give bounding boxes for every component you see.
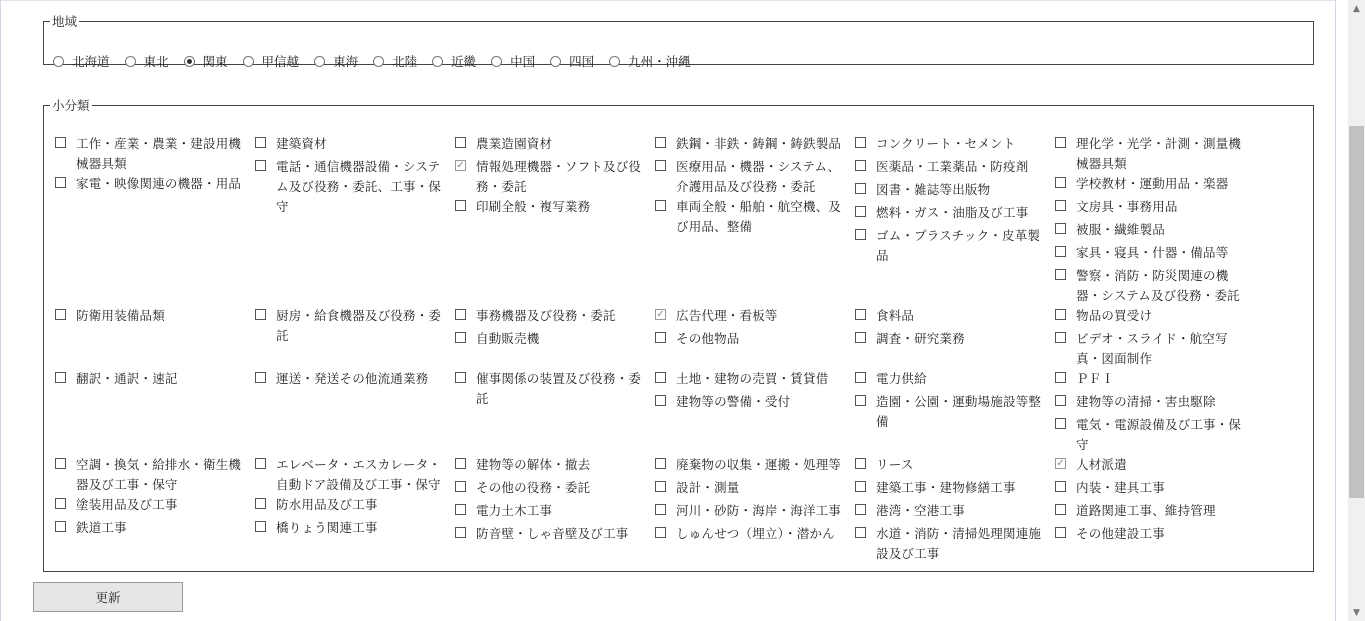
region-radio-group <box>53 52 706 70</box>
radio-button[interactable] <box>314 56 325 67</box>
subcategory-option-label: 農業造園資材 <box>476 136 553 151</box>
checkbox-checked[interactable]: ✓ <box>456 160 465 171</box>
subcategory-option-label: 電力土木工事 <box>476 503 553 518</box>
subcategory-option-label: 建築資材 <box>276 136 327 151</box>
subcategory-option-label: 情報処理機器・ソフト及び役務・委託 <box>476 159 642 194</box>
checkbox[interactable] <box>855 372 866 383</box>
subcategory-option-label: 運送・発送その他流通業務 <box>276 371 429 386</box>
checkbox[interactable] <box>855 137 866 148</box>
checkbox[interactable] <box>655 395 666 406</box>
subcategory-option-label: 鉄道工事 <box>76 520 127 535</box>
checkbox[interactable] <box>1055 481 1066 492</box>
subcategory-option-label: コンクリート・セメント <box>876 136 1016 151</box>
subcategory-cell <box>55 134 255 306</box>
subcategory-cell <box>55 455 255 564</box>
subcategory-cell <box>55 369 255 455</box>
subcategory-option-label: 翻訳・通訳・速記 <box>76 371 178 386</box>
checkbox[interactable] <box>655 458 666 469</box>
subcategory-option-label: 造園・公園・運動場施設等整備 <box>876 394 1042 429</box>
region-option-label: 関東 <box>202 54 228 69</box>
subcategory-cell <box>655 134 855 306</box>
region-option-label: 九州・沖縄 <box>628 54 691 69</box>
subcategory-checkbox-grid <box>55 134 1255 564</box>
subcategory-cell <box>455 134 655 306</box>
subcategory-option[interactable] <box>655 524 855 547</box>
region-option[interactable] <box>491 52 535 70</box>
region-option-label: 北海道 <box>72 54 110 69</box>
subcategory-option-label: 工作・産業・農業・建設用機械器具類 <box>76 136 242 171</box>
subcategory-option-label: 印刷全般・複写業務 <box>476 199 591 214</box>
checkbox[interactable] <box>455 137 466 148</box>
subcategory-option-label: 建物等の解体・撤去 <box>476 457 591 472</box>
region-option-label: 北陸 <box>392 54 418 69</box>
subcategory-cell <box>1055 306 1255 369</box>
subcategory-option-label: 車両全般・船舶・航空機、及び用品、整備 <box>676 199 842 234</box>
subcategory-option-label: 河川・砂防・海岸・海洋工事 <box>676 503 842 518</box>
page-border-right <box>1335 0 1336 621</box>
subcategory-cell <box>255 306 455 369</box>
subcategory-cell <box>255 369 455 455</box>
checkbox[interactable] <box>655 160 666 171</box>
checkbox[interactable] <box>855 504 866 515</box>
subcategory-option-label: 内装・建具工事 <box>1076 480 1165 495</box>
checkbox[interactable] <box>1055 223 1066 234</box>
subcategory-option-label: 防衛用装備品類 <box>76 308 165 323</box>
checkbox[interactable] <box>455 504 466 515</box>
checkbox[interactable] <box>855 206 866 217</box>
radio-button[interactable] <box>184 56 195 67</box>
subcategory-option[interactable] <box>1055 501 1255 524</box>
subcategory-option[interactable] <box>855 455 1055 478</box>
checkbox[interactable] <box>1055 137 1066 148</box>
checkbox[interactable] <box>855 458 866 469</box>
subcategory-option[interactable] <box>655 369 855 392</box>
subcategory-cell <box>655 369 855 455</box>
subcategory-cell <box>655 306 855 369</box>
subcategory-option-label: 自動販売機 <box>476 331 540 346</box>
subcategory-option-label: 設計・測量 <box>676 480 740 495</box>
subcategory-option[interactable] <box>855 329 1055 352</box>
subcategory-option[interactable] <box>655 392 855 415</box>
subcategory-option[interactable] <box>55 369 255 392</box>
subcategory-option-label: 広告代理・看板等 <box>676 308 778 323</box>
subcategory-option-label: 学校教材・運動用品・楽器 <box>1076 176 1229 191</box>
region-option[interactable] <box>550 52 594 70</box>
region-option[interactable] <box>184 52 228 70</box>
subcategory-option[interactable] <box>455 501 655 524</box>
region-option-label: 近畿 <box>451 54 477 69</box>
subcategory-option[interactable] <box>255 495 455 518</box>
region-option[interactable] <box>314 52 358 70</box>
subcategory-option[interactable] <box>655 501 855 524</box>
subcategory-option-label: 文房具・事務用品 <box>1076 199 1178 214</box>
subcategory-option-label: 橋りょう関連工事 <box>276 520 378 535</box>
subcategory-option-label: その他の役務・委託 <box>476 480 591 495</box>
subcategory-cell <box>1055 455 1255 564</box>
subcategory-option-label: 事務機器及び役務・委託 <box>476 308 616 323</box>
subcategory-option-label: 催事関係の装置及び役務・委託 <box>476 371 642 406</box>
subcategory-option[interactable] <box>55 174 255 197</box>
subcategory-option[interactable] <box>255 455 455 495</box>
subcategory-option[interactable] <box>855 180 1055 203</box>
radio-button[interactable] <box>125 56 136 67</box>
subcategory-cell <box>855 455 1055 564</box>
subcategory-option-label: 物品の買受け <box>1076 308 1153 323</box>
subcategory-option[interactable] <box>1055 524 1255 547</box>
subcategory-option[interactable] <box>855 478 1055 501</box>
scroll-up-arrow-icon[interactable]: ▲ <box>1353 3 1360 14</box>
checkbox[interactable] <box>855 332 866 343</box>
subcategory-option-label: その他建設工事 <box>1076 526 1165 541</box>
subcategory-option[interactable] <box>255 518 455 541</box>
region-option-label: 四国 <box>569 54 595 69</box>
checkbox[interactable] <box>655 137 666 148</box>
checkbox[interactable] <box>1055 309 1066 320</box>
subcategory-option-label: 塗装用品及び工事 <box>76 497 178 512</box>
checkbox[interactable] <box>1055 200 1066 211</box>
region-legend: 地域 <box>52 14 78 29</box>
subcategory-cell <box>55 306 255 369</box>
region-option-label: 甲信越 <box>261 54 300 69</box>
subcategory-option-label: 警察・消防・防災関連の機器・システム及び役務・委託 <box>1076 268 1240 303</box>
checkbox[interactable] <box>655 481 666 492</box>
subcategory-option[interactable] <box>55 455 255 495</box>
checkbox[interactable] <box>855 229 866 240</box>
radio-button[interactable] <box>491 56 502 67</box>
region-option-label: 東北 <box>143 54 169 69</box>
subcategory-option[interactable] <box>455 478 655 501</box>
subcategory-option[interactable] <box>855 392 1055 432</box>
subcategory-option[interactable] <box>655 197 855 237</box>
subcategory-option-label: 道路関連工事、維持管理 <box>1076 503 1216 518</box>
region-fieldset <box>43 12 1314 69</box>
subcategory-option-label: 空調・換気・給排水・衛生機器及び工事・保守 <box>76 457 242 492</box>
subcategory-option-label: 廃棄物の収集・運搬・処理等 <box>676 457 842 472</box>
checkbox[interactable] <box>55 177 66 188</box>
checkbox[interactable] <box>1055 418 1066 429</box>
subcategory-cell <box>1055 134 1255 306</box>
subcategory-option[interactable] <box>855 369 1055 392</box>
checkbox[interactable] <box>55 137 66 148</box>
checkbox[interactable] <box>55 498 66 509</box>
subcategory-option[interactable] <box>1055 197 1255 220</box>
checkbox[interactable] <box>1055 246 1066 257</box>
checkbox[interactable] <box>1055 504 1066 515</box>
subcategory-option[interactable] <box>655 478 855 501</box>
subcategory-cell <box>655 455 855 564</box>
subcategory-option-label: 建築工事・建物修繕工事 <box>876 480 1016 495</box>
subcategory-option[interactable] <box>655 134 855 157</box>
subcategory-option[interactable] <box>655 455 855 478</box>
subcategory-option-label: 被服・繊維製品 <box>1076 222 1165 237</box>
checkbox[interactable] <box>1055 527 1066 538</box>
subcategory-option[interactable] <box>855 226 1055 266</box>
checkbox[interactable] <box>255 521 266 532</box>
subcategory-option[interactable] <box>655 306 855 329</box>
subcategory-option-label: 港湾・空港工事 <box>876 503 965 518</box>
subcategory-option[interactable] <box>1055 266 1255 306</box>
checkbox[interactable] <box>255 458 266 469</box>
subcategory-option-label: ＰＦＩ <box>1076 371 1115 386</box>
subcategory-option-label: 家電・映像関連の機器・用品 <box>76 176 242 191</box>
subcategory-option[interactable] <box>855 157 1055 180</box>
subcategory-option[interactable] <box>455 329 655 352</box>
subcategory-option[interactable] <box>1055 329 1255 369</box>
subcategory-option[interactable] <box>1055 243 1255 266</box>
subcategory-option-label: 調査・研究業務 <box>876 331 965 346</box>
checkbox[interactable] <box>455 527 466 538</box>
checkbox[interactable] <box>55 458 66 469</box>
subcategory-option[interactable] <box>255 157 455 217</box>
subcategory-option-label: 家具・寝具・什器・備品等 <box>1076 245 1229 260</box>
subcategory-cell <box>855 134 1055 306</box>
subcategory-option[interactable] <box>455 306 655 329</box>
subcategory-cell <box>255 455 455 564</box>
subcategory-option[interactable] <box>1055 220 1255 243</box>
checkbox[interactable] <box>855 309 866 320</box>
subcategory-option[interactable] <box>1055 478 1255 501</box>
subcategory-option[interactable] <box>455 524 655 547</box>
checkbox[interactable] <box>55 372 66 383</box>
subcategory-option-label: ゴム・プラスチック・皮革製品 <box>876 228 1041 263</box>
subcategory-legend: 小分類 <box>52 98 90 113</box>
checkbox[interactable] <box>255 309 266 320</box>
subcategory-option-label: 燃料・ガス・油脂及び工事 <box>876 205 1029 220</box>
subcategory-option[interactable] <box>1055 134 1255 174</box>
region-option[interactable] <box>609 52 691 70</box>
page-border-left <box>0 0 1 621</box>
subcategory-option[interactable] <box>1055 369 1255 392</box>
checkbox-checked[interactable]: ✓ <box>656 309 665 320</box>
checkbox[interactable] <box>255 498 266 509</box>
subcategory-option[interactable] <box>655 329 855 352</box>
subcategory-option[interactable] <box>855 203 1055 226</box>
subcategory-option-label: 図書・雑誌等出版物 <box>876 182 991 197</box>
checkbox[interactable] <box>255 160 266 171</box>
radio-button[interactable] <box>53 56 64 67</box>
subcategory-option[interactable] <box>455 455 655 478</box>
scroll-thumb[interactable] <box>1349 126 1364 498</box>
region-option[interactable] <box>243 52 300 70</box>
subcategory-cell <box>455 369 655 455</box>
checkbox[interactable] <box>55 521 66 532</box>
checkbox[interactable] <box>655 372 666 383</box>
subcategory-option[interactable] <box>455 157 655 197</box>
radio-button[interactable] <box>550 56 561 67</box>
subcategory-option[interactable] <box>1055 455 1255 478</box>
checkbox[interactable] <box>855 183 866 194</box>
subcategory-option-label: 電気・電源設備及び工事・保守 <box>1076 417 1242 452</box>
checkbox[interactable] <box>455 332 466 343</box>
region-option[interactable] <box>125 52 169 70</box>
subcategory-option-label: 電話・通信機器設備・システム及び役務・委託、工事・保守 <box>276 159 442 214</box>
checkbox[interactable] <box>655 200 666 211</box>
subcategory-option-label: 防水用品及び工事 <box>276 497 378 512</box>
checkbox[interactable] <box>1055 332 1066 343</box>
subcategory-option-label: しゅんせつ（埋立）・潜かん <box>676 526 835 541</box>
subcategory-option-label: 土地・建物の売買・賃貸借 <box>676 371 829 386</box>
checkbox[interactable] <box>255 372 266 383</box>
subcategory-option[interactable] <box>855 501 1055 524</box>
vertical-scrollbar[interactable] <box>1348 0 1365 621</box>
subcategory-option-label: 理化学・光学・計測・測量機械器具類 <box>1076 136 1242 171</box>
subcategory-cell <box>455 455 655 564</box>
checkbox[interactable] <box>455 309 466 320</box>
checkbox[interactable] <box>1055 177 1066 188</box>
checkbox[interactable] <box>855 481 866 492</box>
subcategory-cell <box>255 134 455 306</box>
checkbox[interactable] <box>655 504 666 515</box>
subcategory-option[interactable] <box>1055 306 1255 329</box>
region-option-label: 中国 <box>510 54 536 69</box>
subcategory-option[interactable] <box>455 369 655 409</box>
region-option[interactable] <box>432 52 476 70</box>
subcategory-option[interactable] <box>255 134 455 157</box>
update-button[interactable]: 更新 <box>33 582 183 612</box>
subcategory-option-label: 鉄鋼・非鉄・鋳鋼・鋳鉄製品 <box>676 136 842 151</box>
subcategory-option-label: エレベータ・エスカレータ・自動ドア設備及び工事・保守 <box>276 457 442 492</box>
checkbox[interactable] <box>1055 372 1066 383</box>
subcategory-option-label: 厨房・給食機器及び役務・委託 <box>276 308 442 343</box>
subcategory-option-label: 電力供給 <box>876 371 927 386</box>
subcategory-option[interactable] <box>1055 392 1255 415</box>
checkbox[interactable] <box>455 372 466 383</box>
subcategory-option[interactable] <box>55 495 255 518</box>
subcategory-option-label: 医療用品・機器・システム、介護用品及び役務・委託 <box>676 159 841 194</box>
subcategory-option-label: ビデオ・スライド・航空写真・図面制作 <box>1076 331 1228 366</box>
radio-button[interactable] <box>432 56 443 67</box>
region-option[interactable] <box>53 52 110 70</box>
checkbox[interactable] <box>855 527 866 538</box>
region-option[interactable] <box>373 52 417 70</box>
checkbox[interactable] <box>55 309 66 320</box>
subcategory-option[interactable] <box>855 306 1055 329</box>
checkbox[interactable] <box>855 395 866 406</box>
subcategory-option-label: 人材派遣 <box>1076 457 1127 472</box>
subcategory-option[interactable] <box>55 134 255 174</box>
checkbox-checked[interactable]: ✓ <box>1056 458 1065 469</box>
checkbox[interactable] <box>455 458 466 469</box>
subcategory-option[interactable] <box>255 369 455 392</box>
subcategory-option-label: 建物等の警備・受付 <box>676 394 791 409</box>
subcategory-option[interactable] <box>455 134 655 157</box>
subcategory-option[interactable] <box>55 306 255 329</box>
subcategory-fieldset <box>43 96 1314 572</box>
subcategory-option-label: 食料品 <box>876 308 915 323</box>
checkbox[interactable] <box>855 160 866 171</box>
checkbox[interactable] <box>455 481 466 492</box>
scroll-down-arrow-icon[interactable]: ▼ <box>1353 607 1360 618</box>
subcategory-option[interactable] <box>55 518 255 541</box>
checkbox[interactable] <box>255 137 266 148</box>
subcategory-option[interactable] <box>255 306 455 346</box>
checkbox[interactable] <box>1055 269 1066 280</box>
checkbox[interactable] <box>655 527 666 538</box>
radio-button[interactable] <box>243 56 254 67</box>
top-border <box>0 0 1336 1</box>
checkbox[interactable] <box>655 332 666 343</box>
subcategory-cell <box>855 369 1055 455</box>
subcategory-cell <box>1055 369 1255 455</box>
subcategory-option-label: 医薬品・工業薬品・防疫剤 <box>876 159 1029 174</box>
subcategory-option[interactable] <box>1055 174 1255 197</box>
radio-button[interactable] <box>609 56 620 67</box>
subcategory-option-label: 水道・消防・清掃処理関連施設及び工事 <box>876 526 1042 561</box>
region-option-label: 東海 <box>333 54 359 69</box>
subcategory-option[interactable] <box>455 197 655 220</box>
subcategory-option-label: 建物等の清掃・害虫駆除 <box>1076 394 1216 409</box>
subcategory-option[interactable] <box>1055 415 1255 455</box>
subcategory-cell <box>855 306 1055 369</box>
radio-button[interactable] <box>373 56 384 67</box>
subcategory-option-label: 防音壁・しゃ音壁及び工事 <box>476 526 629 541</box>
subcategory-option[interactable] <box>855 524 1055 564</box>
subcategory-option[interactable] <box>655 157 855 197</box>
checkbox[interactable] <box>1055 395 1066 406</box>
subcategory-option[interactable] <box>855 134 1055 157</box>
checkbox[interactable] <box>455 200 466 211</box>
subcategory-cell <box>455 306 655 369</box>
subcategory-option-label: リース <box>876 457 914 472</box>
subcategory-option-label: その他物品 <box>676 331 740 346</box>
